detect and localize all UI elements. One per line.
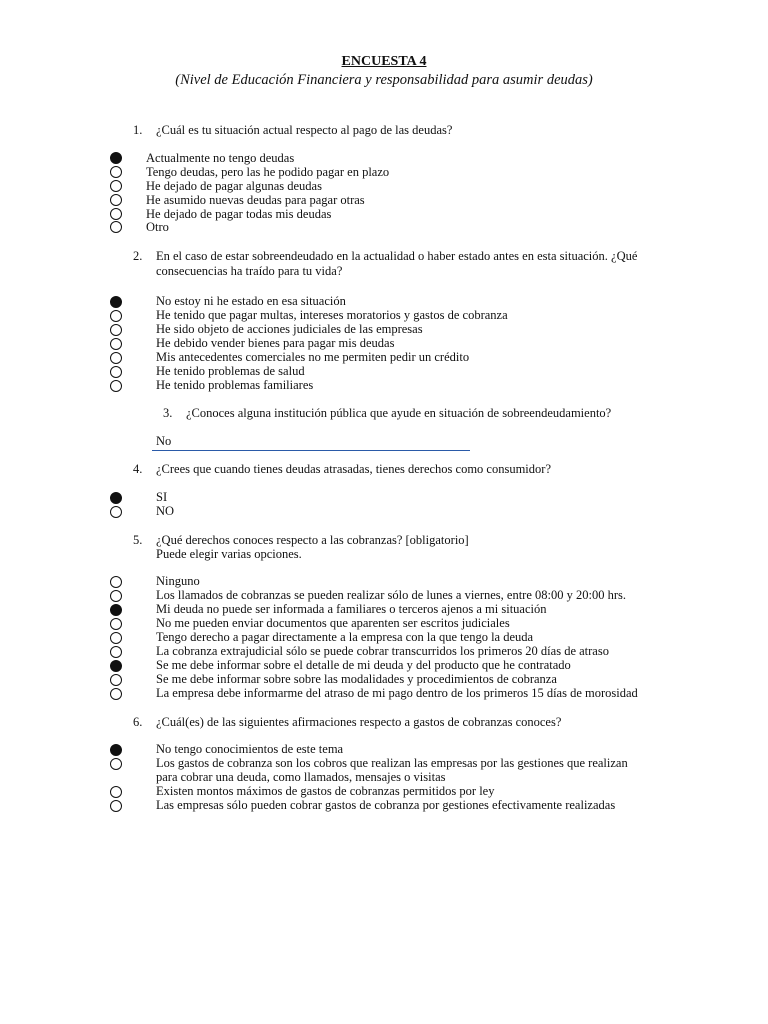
q1-radio-6[interactable] (110, 221, 122, 233)
q4-radio-2[interactable] (110, 506, 122, 518)
q1-option-2: Tengo deudas, pero las he podido pagar en plazo (146, 165, 390, 179)
q2-radio-5[interactable] (110, 352, 122, 364)
q2-option-2: He tenido que pagar multas, intereses moratorios y gastos de cobranza (156, 308, 508, 322)
q1-radio-3[interactable] (110, 180, 122, 192)
q2-radio-6[interactable] (110, 366, 122, 378)
q5-hint: Puede elegir varias opciones. (156, 547, 302, 561)
q2-radio-1[interactable] (110, 296, 122, 308)
q5-option-3: Mi deuda no puede ser informada a familiares o terceros ajenos a mi situación (156, 602, 547, 616)
q2-radio-3[interactable] (110, 324, 122, 336)
q5-option-4: No me pueden enviar documentos que aparenten ser escritos judiciales (156, 616, 510, 630)
q2-option-7: He tenido problemas familiares (156, 378, 314, 392)
q2-option-3: He sido objeto de acciones judiciales de las empresas (156, 322, 423, 336)
q2-radio-7[interactable] (110, 380, 122, 392)
q6-option-1: No tengo conocimientos de este tema (156, 742, 344, 756)
q3-number: 3. (163, 406, 173, 420)
q5-checkbox-3[interactable] (110, 604, 122, 616)
q2-option-6: He tenido problemas de salud (156, 364, 305, 378)
q6-option-3: Existen montos máximos de gastos de cobranzas permitidos por ley (156, 784, 495, 798)
q5-text: ¿Qué derechos conoces respecto a las cobranzas? [obligatorio] (156, 533, 469, 547)
q4-option-2: NO (156, 504, 175, 518)
q6-option-4: Las empresas sólo pueden cobrar gastos de cobranza por gestiones efectivamente realizadas (156, 798, 616, 812)
q6-checkbox-4[interactable] (110, 800, 122, 812)
q3-text: ¿Conoces alguna institución pública que ayude en situación de sobreendeudamiento? (186, 406, 612, 420)
q2-radio-4[interactable] (110, 338, 122, 350)
q5-checkbox-9[interactable] (110, 688, 122, 700)
q5-option-2: Los llamados de cobranzas se pueden realizar sólo de lunes a viernes, entre 08:00 y 20:00 hrs. (156, 588, 626, 602)
q1-radio-1[interactable] (110, 152, 122, 164)
survey-subtitle: (Nivel de Educación Financiera y responsabilidad para asumir deudas) (175, 72, 593, 88)
q1-radio-5[interactable] (110, 208, 122, 220)
q2-option-4: He debido vender bienes para pagar mis deudas (156, 336, 395, 350)
q5-option-8: Se me debe informar sobre sobre las modalidades y procedimientos de cobranza (156, 672, 557, 686)
q3-answer[interactable]: No (156, 434, 172, 448)
q1-text: ¿Cuál es tu situación actual respecto al pago de las deudas? (156, 123, 453, 137)
q4-option-1: SI (156, 490, 168, 504)
q2-text-line2: consecuencias ha traído para tu vida? (156, 264, 343, 278)
q6-option-2-cont: para cobrar una deuda, como llamados, mensajes o visitas (156, 770, 446, 784)
q6-option-2: Los gastos de cobranza son los cobros que realizan las empresas por las gestiones que realizan (156, 756, 628, 770)
q1-option-4: He asumido nuevas deudas para pagar otras (146, 193, 365, 207)
q2-text-line1: En el caso de estar sobreendeudado en la actualidad o haber estado antes en esta situación. ¿Qué (156, 249, 638, 263)
q2-option-5: Mis antecedentes comerciales no me permiten pedir un crédito (156, 350, 470, 364)
q6-text: ¿Cuál(es) de las siguientes afirmaciones respecto a gastos de cobranzas conoces? (156, 715, 562, 729)
q4-radio-1[interactable] (110, 492, 122, 504)
q1-radio-4[interactable] (110, 194, 122, 206)
q5-option-7: Se me debe informar sobre el detalle de mi deuda y del producto que he contratado (156, 658, 571, 672)
q1-option-3: He dejado de pagar algunas deudas (146, 179, 322, 193)
q6-checkbox-1[interactable] (110, 744, 122, 756)
q6-checkbox-3[interactable] (110, 786, 122, 798)
q1-number: 1. (133, 123, 143, 137)
q5-checkbox-2[interactable] (110, 590, 122, 602)
q5-option-9: La empresa debe informarme del atraso de mi pago dentro de los primeros 15 días de morosidad (156, 686, 638, 700)
q5-option-1: Ninguno (156, 574, 200, 588)
q1-radio-2[interactable] (110, 166, 122, 178)
q5-checkbox-7[interactable] (110, 660, 122, 672)
q4-text: ¿Crees que cuando tienes deudas atrasadas, tienes derechos como consumidor? (156, 462, 551, 476)
q5-checkbox-5[interactable] (110, 632, 122, 644)
q2-option-1: No estoy ni he estado en esa situación (156, 294, 346, 308)
q5-option-5: Tengo derecho a pagar directamente a la empresa con la que tengo la deuda (156, 630, 534, 644)
q5-option-6: La cobranza extrajudicial sólo se puede cobrar transcurridos los primeros 20 días de atraso (156, 644, 609, 658)
q6-number: 6. (133, 715, 143, 729)
q5-checkbox-8[interactable] (110, 674, 122, 686)
survey-title: ENCUESTA 4 (341, 54, 427, 69)
q2-number: 2. (133, 249, 143, 263)
q4-number: 4. (133, 462, 143, 476)
q5-checkbox-1[interactable] (110, 576, 122, 588)
q6-checkbox-2[interactable] (110, 758, 122, 770)
q2-radio-2[interactable] (110, 310, 122, 322)
q1-option-1: Actualmente no tengo deudas (146, 151, 295, 165)
q1-option-5: He dejado de pagar todas mis deudas (146, 207, 332, 221)
q5-number: 5. (133, 533, 143, 547)
q3-answer-underline (152, 450, 470, 451)
q1-option-6: Otro (146, 220, 169, 234)
q5-checkbox-6[interactable] (110, 646, 122, 658)
q5-checkbox-4[interactable] (110, 618, 122, 630)
